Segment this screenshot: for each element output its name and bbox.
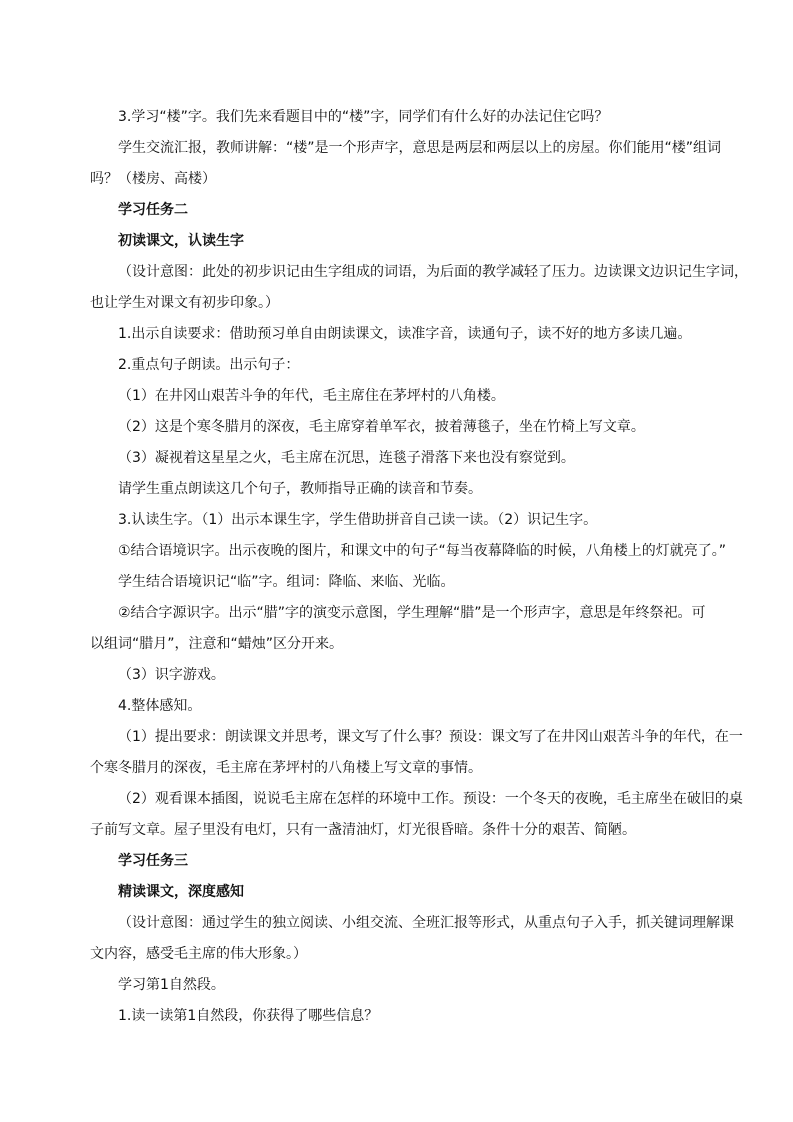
- paragraph-line: 吗？（楼房、高楼）: [90, 171, 216, 187]
- paragraph-line: 3.认读生字。（1）出示本课生字，学生借助拼音自己读一读。（2）识记生字。: [118, 512, 598, 528]
- section-heading: 学习任务二: [118, 202, 188, 218]
- paragraph-line: 4.整体感知。: [118, 698, 202, 714]
- paragraph-line: （2）观看课本插图，说说毛主席在怎样的环境中工作。预设：一个冬天的夜晚，毛主席坐在破旧的桌: [118, 791, 743, 807]
- paragraph-line: （1）在井冈山艰苦斗争的年代，毛主席住在茅坪村的八角楼。: [118, 388, 505, 404]
- paragraph-line: （3）识字游戏。: [118, 667, 225, 683]
- paragraph-line: 文内容，感受毛主席的伟大形象。）: [90, 946, 307, 962]
- paragraph-line: ①结合语境识字。出示夜晚的图片，和课文中的句子“每当夜幕降临的时候，八角楼上的灯就亮了。”: [118, 543, 727, 559]
- paragraph-line: 学生结合语境识记“临”字。组词：降临、来临、光临。: [118, 574, 455, 590]
- paragraph-line: 个寒冬腊月的深夜，毛主席在茅坪村的八角楼上写文章的事情。: [90, 760, 482, 776]
- paragraph-line: 也让学生对课文有初步印象。）: [90, 295, 279, 311]
- paragraph-line: （3）凝视着这星星之火，毛主席在沉思，连毯子滑落下来也没有察觉到。: [118, 450, 575, 466]
- paragraph-line: 1.出示自读要求：借助预习单自由朗读课文，读准字音，读通句子，读不好的地方多读几遍。: [118, 326, 692, 342]
- section-heading: 精读课文，深度感知: [118, 884, 244, 900]
- paragraph-line: 学生交流汇报，教师讲解：“楼”是一个形声字，意思是两层和两层以上的房屋。你们能用“楼”组词: [118, 140, 722, 156]
- paragraph-line: 学习第1自然段。: [118, 977, 225, 993]
- paragraph-line: 以组词“腊月”，注意和“蜡烛”区分开来。: [90, 636, 344, 652]
- paragraph-line: 3.学习“楼”字。我们先来看题目中的“楼”字，同学们有什么好的办法记住它吗？: [118, 109, 609, 125]
- section-heading: 初读课文，认读生字: [118, 233, 244, 249]
- paragraph-line: （设计意图：通过学生的独立阅读、小组交流、全班汇报等形式，从重点句子入手，抓关键词理解课: [118, 915, 734, 931]
- paragraph-line: （2）这是个寒冬腊月的深夜，毛主席穿着单军衣，披着薄毯子，坐在竹椅上写文章。: [118, 419, 645, 435]
- paragraph-line: （1）提出要求：朗读课文并思考，课文写了什么事？预设：课文写了在井冈山艰苦斗争的年代，在一: [118, 729, 743, 745]
- paragraph-line: 1.读一读第1自然段，你获得了哪些信息？: [118, 1008, 379, 1024]
- paragraph-line: ②结合字源识字。出示“腊”字的演变示意图，学生理解“腊”是一个形声字，意思是年终祭祀。可: [118, 605, 706, 621]
- paragraph-line: 请学生重点朗读这几个句子，教师指导正确的读音和节奏。: [118, 481, 482, 497]
- paragraph-line: （设计意图：此处的初步识记由生字组成的词语，为后面的教学减轻了压力。边读课文边识记生字词，: [118, 264, 748, 280]
- paragraph-line: 2.重点句子朗读。出示句子：: [118, 357, 300, 373]
- paragraph-line: 子前写文章。屋子里没有电灯，只有一盏清油灯，灯光很昏暗。条件十分的艰苦、简陋。: [90, 822, 636, 838]
- section-heading: 学习任务三: [118, 853, 188, 869]
